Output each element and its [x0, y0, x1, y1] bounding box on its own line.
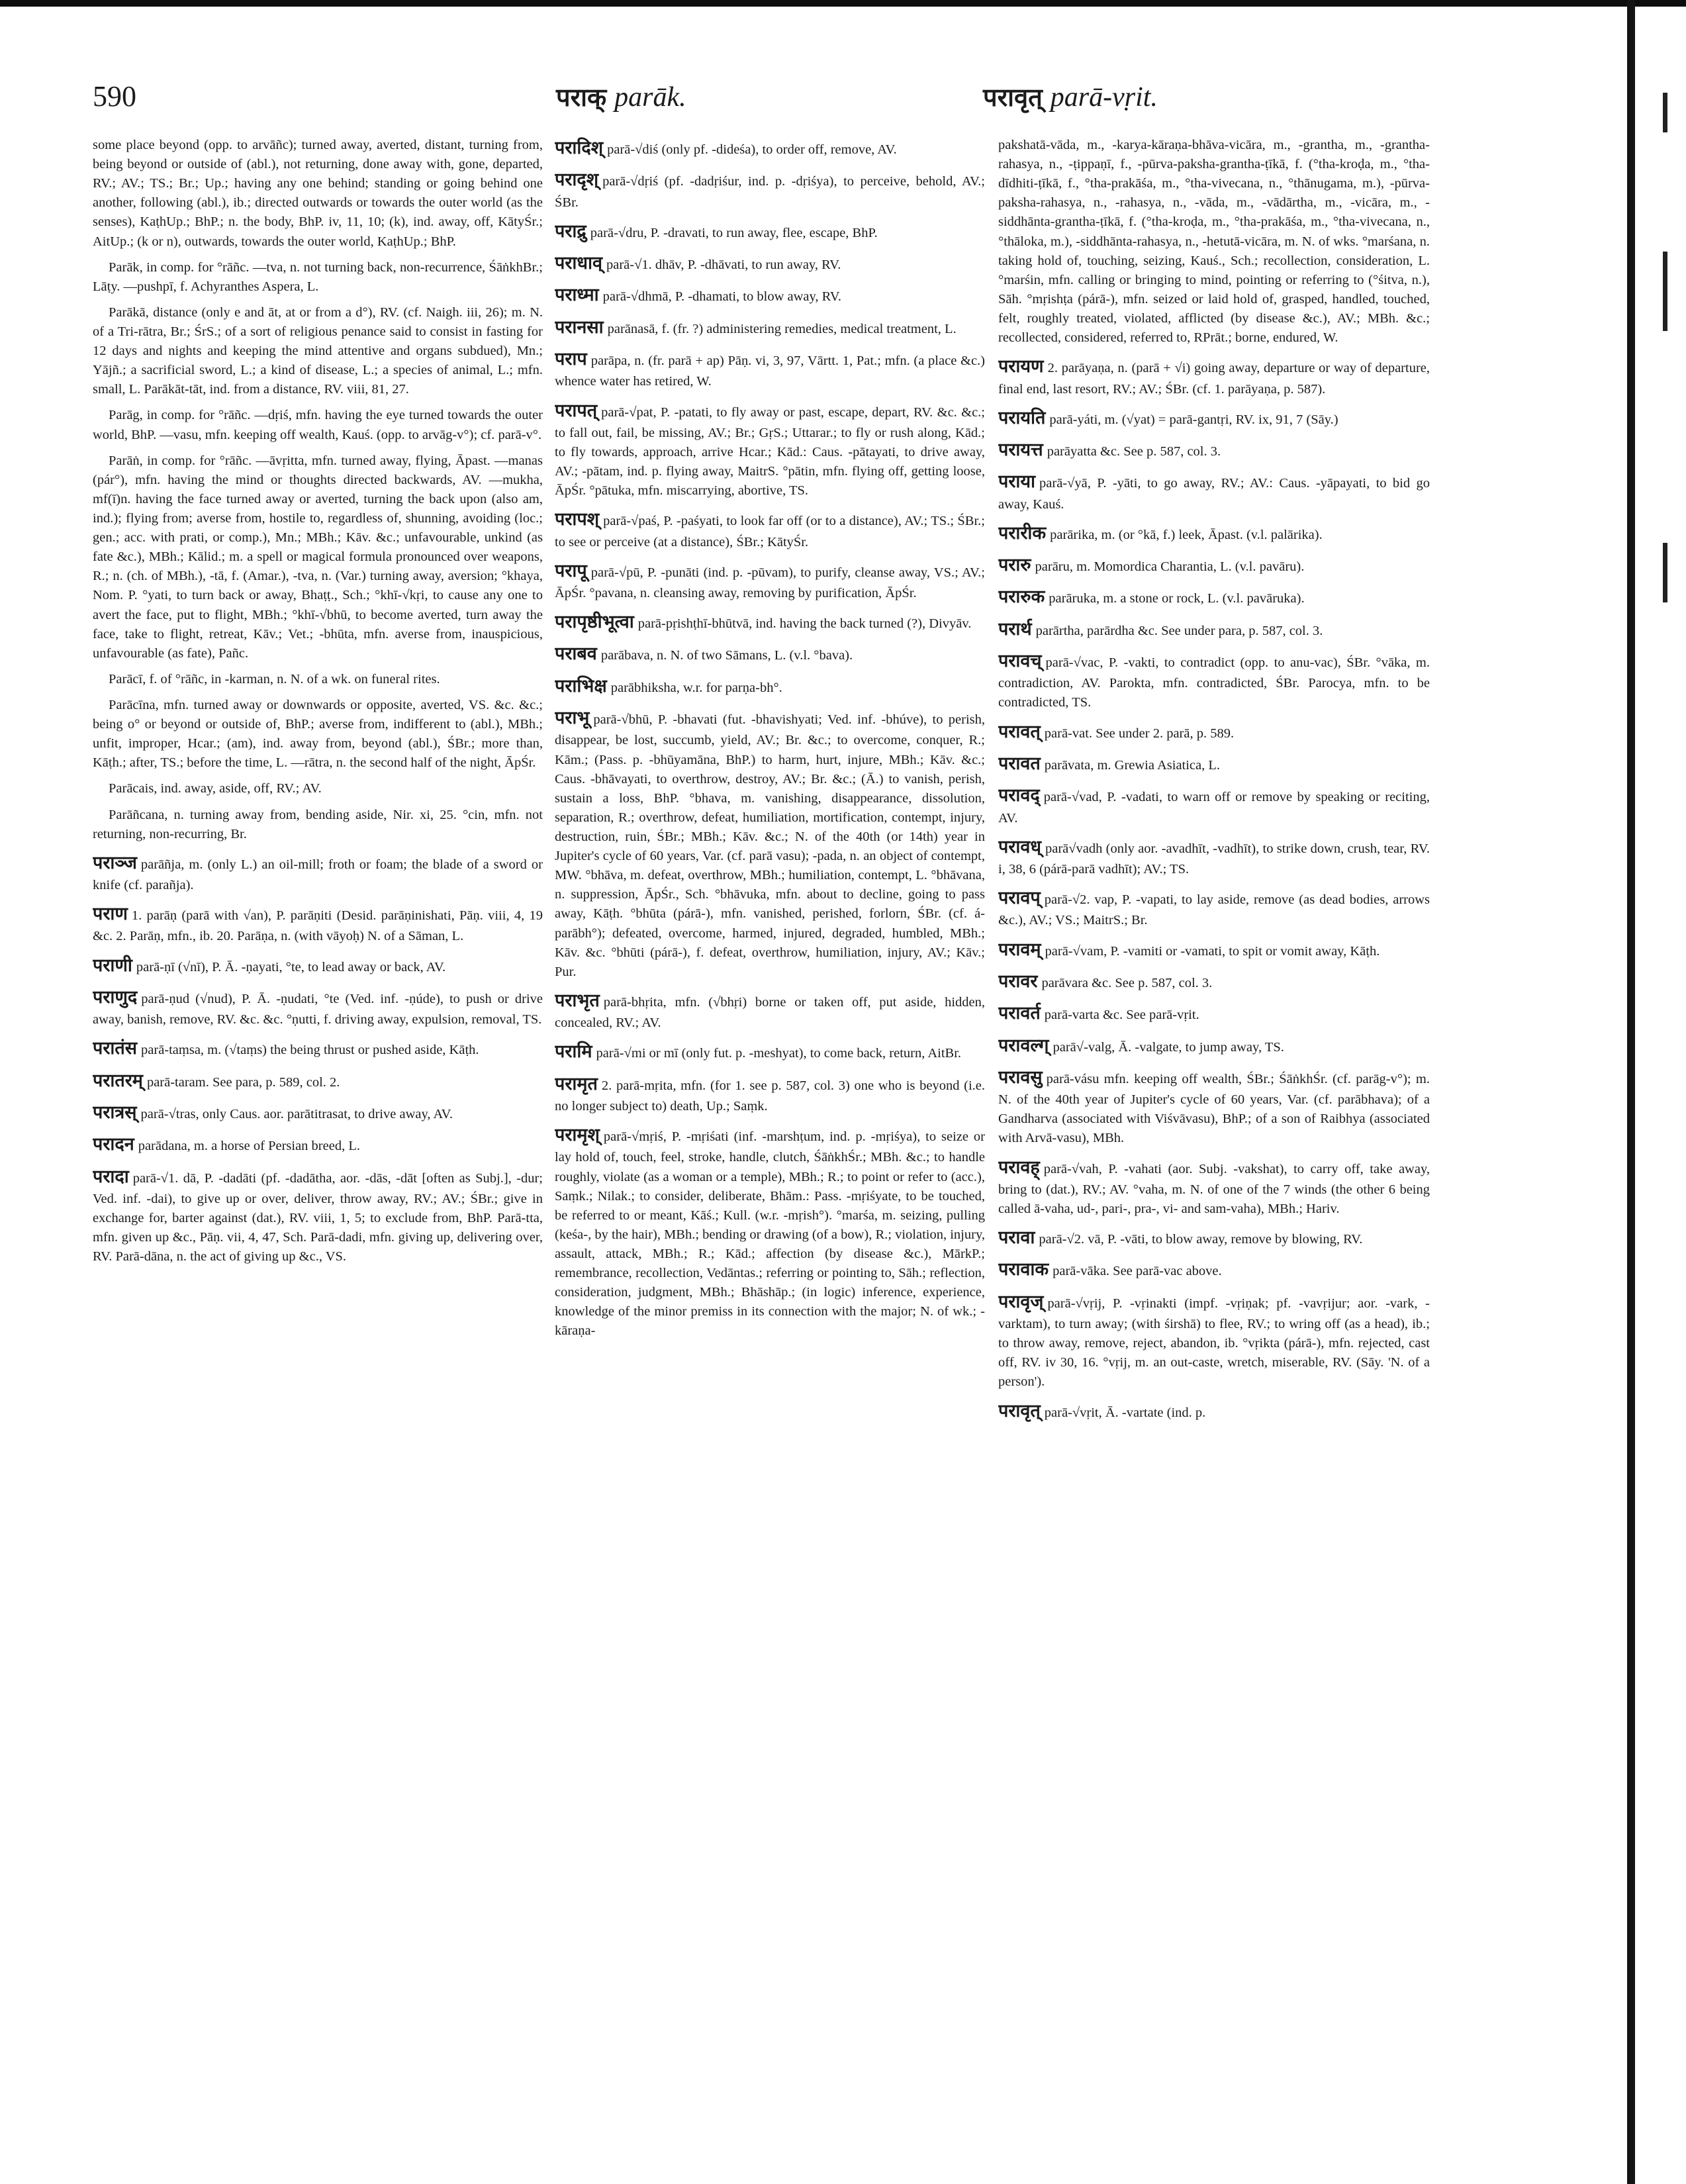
- dictionary-entry: [555, 1039, 985, 1065]
- dictionary-entry: [555, 610, 985, 635]
- dictionary-entry: [998, 553, 1430, 578]
- margin-marks: [1663, 79, 1672, 675]
- entry-text: parā-vat. See under 2. parā, p. 589.: [1044, 726, 1235, 741]
- dictionary-entry: [93, 696, 543, 773]
- entry-headword-devanagari: परामृत: [555, 1073, 598, 1094]
- entry-text: Parākā, distance (only e and āt, at or from a d°), RV. (cf. Naigh. iii, 26); m. N. of a Tri-rātra, Br.; ŚrS.; of a sort of religious penance said to consist in fasting for 12 days and nights and keeping the mind attentive and organs subdued), Mn.; Yājñ.; a sacrificial sword, L.; a kind of disease, L.; a species of animal, L.; mfn. small, L. Parākāt-tāt, ind. from a distance, RV. viii, 81, 27.: [93, 305, 543, 397]
- entry-text: parā-pṛishṭhī-bhūtvā, ind. having the back turned (?), Divyāv.: [637, 616, 972, 632]
- entry-text: parā-√dru, P. -dravati, to run away, flee, escape, BhP.: [590, 225, 878, 240]
- entry-text: Parācī, f. of °rāñc, in -karman, n. N. of a wk. on funeral rites.: [109, 671, 440, 687]
- dictionary-entry: [998, 1065, 1430, 1149]
- dictionary-entry: [998, 521, 1430, 546]
- entry-text: parā-√pū, P. -punāti (ind. p. -pūvam), to purify, cleanse away, VS.; AV.; ĀpŚr. °pavana, n. cleansing away, removing by purification, ĀpŚr.: [555, 565, 985, 601]
- entry-text: parāyatta &c. See p. 587, col. 3.: [1047, 444, 1221, 459]
- entry-headword-devanagari: परारीक: [998, 522, 1047, 544]
- dictionary-entry: [998, 469, 1430, 514]
- entry-text: some place beyond (opp. to arvāñc); turned away, averted, distant, turning from, being beyond or outside of (abl.), not returning, done away with, gone, departed, RV.; AV.; TS.; Br.; Up.; having any one behind; standing or going behind one another, following (abl.), ib.; directed outwards or towards the outer world (as the senses), KaṭhUp.; BhP.; n. the body, BhP. iv, 11, 10; (k), ind. away, off, KātyŚr.; AitUp.; (k or n), outwards, towards the outer world, KaṭhUp.; BhP.: [93, 138, 543, 249]
- dictionary-entry: [998, 886, 1430, 930]
- entry-text: parā-√vah, P. -vahati (aor. Subj. -vakshat), to carry off, take away, bring to (dat.), RV.; AV. °vaha, m. N. of one of the 7 winds (the other 6 being called ā-vaha, ud-, pari-, pra-, vi- and sam-vaha), MBh.; Hariv.: [998, 1161, 1430, 1216]
- dictionary-entry: [93, 303, 543, 400]
- entry-headword-devanagari: परावाक: [998, 1259, 1049, 1280]
- entry-text: parāpa, n. (fr. parā + ap) Pāṇ. vi, 3, 97, Vārtt. 1, Pat.; mfn. (a place &c.) whence water has retired, W.: [555, 354, 985, 389]
- entry-text: parā-ṇī (√nī), P. Ā. -ṇayati, °te, to lead away or back, AV.: [136, 959, 446, 974]
- entry-text: parā-taṃsa, m. (√taṃs) the being thrust or pushed aside, Kāṭh.: [141, 1043, 479, 1058]
- entry-headword-devanagari: परादन: [93, 1134, 134, 1155]
- dictionary-entry: [555, 167, 985, 212]
- entry-headword-devanagari: पराणुद: [93, 986, 138, 1008]
- entry-headword-devanagari: पराबव: [555, 643, 597, 665]
- entry-headword-devanagari: परादिश्: [555, 138, 604, 158]
- entry-headword-devanagari: परादा: [93, 1166, 129, 1187]
- entry-headword-devanagari: परापृष्ठीभूत्वा: [555, 612, 634, 633]
- dictionary-column-2: [555, 136, 985, 2161]
- entry-headword-devanagari: परावल्ग्: [998, 1035, 1049, 1056]
- entry-text: parāñja, m. (only L.) an oil-mill; froth or foam; the blade of a sword or knife (cf. parañja).: [93, 857, 543, 893]
- entry-headword-devanagari: परावच्: [998, 651, 1042, 672]
- dictionary-entry: [998, 136, 1430, 348]
- entry-text: parā-vāka. See parā-vac above.: [1053, 1264, 1222, 1279]
- dictionary-entry: [555, 507, 985, 551]
- dictionary-entry: [555, 641, 985, 667]
- entry-headword-devanagari: परामृश्: [555, 1125, 600, 1146]
- entry-headword-devanagari: परातरम्: [93, 1070, 143, 1091]
- entry-headword-devanagari: परारु: [998, 555, 1031, 576]
- entry-text: 1. parāṇ (parā with √an), P. parāṇiti (Desid. parāṇinishati, Pāṇ. viii, 4, 19 &c. 2. Parāṇ, mfn., ib. 20. Parāṇa, n. (with vāyoḥ) N. of a Sāman, L.: [93, 908, 543, 944]
- dictionary-entry: [998, 835, 1430, 879]
- dictionary-entry: [93, 670, 543, 689]
- entry-headword-devanagari: परारुक: [998, 587, 1045, 608]
- entry-headword-devanagari: पराण: [93, 904, 128, 925]
- dictionary-entry: [93, 451, 543, 663]
- entry-headword-devanagari: परादृश्: [555, 169, 599, 191]
- entry-text: parāruka, m. a stone or rock, L. (v.l. pavāruka).: [1049, 591, 1305, 606]
- entry-headword-devanagari: परापश्: [555, 509, 600, 530]
- entry-text: pakshatā-vāda, m., -karya-kāraṇa-bhāva-vicāra, m., -grantha, m., -grantha-rahasya, n., -ṭippaṇī, f., -pūrva-paksha-grantha-ṭīkā, f. (°tha-kroḍa, m., °tha-dīdhiti-ṭīkā, f., °tha-prakāśa, m., °tha-vivecana, n., °thānugama, m.), -pūrva-paksha-rahasya, n., -rahasya, n., -vāda, m., -vādārtha, m., -vicāra, m., -siddhānta-grantha-ṭīkā, f. (°tha-kroḍa, m., °tha-prakāśa, m., °tha-vivecana, n., °thāloka, m.), -siddhānta-rahasya, n., -hetutā-vicāra, m. N. of wks. °marśana, n. taking hold of, touching, seizing, Kauś., Sch.; recollection, consideration, L. °marśin, mfn. calling or bringing to mind, pointing or referring to (°śitva, n.), Sāh. °mṛishṭa (párā-), mfn. seized or laid hold of, grasped, handled, touched, felt, roughly treated, violated, afflicted (by disease &c.), AV.; MBh. &c.; recollected, considered, referred to, RPrāt.; borne, endured, W.: [998, 138, 1430, 346]
- entry-headword-devanagari: परावसु: [998, 1067, 1043, 1088]
- entry-text: parārtha, parārdha &c. See under para, p. 587, col. 3.: [1035, 623, 1323, 638]
- dictionary-entry: [93, 1100, 543, 1125]
- entry-headword-devanagari: परावद्: [998, 785, 1040, 806]
- dictionary-column-1: [93, 136, 543, 2161]
- dictionary-entry: [555, 988, 985, 1033]
- entry-text: parā-√diś (only pf. -dideśa), to order off, remove, AV.: [607, 142, 897, 157]
- entry-text: parā-√vad, P. -vadati, to warn off or remove by speaking or reciting, AV.: [998, 790, 1430, 826]
- dictionary-entry: [998, 354, 1430, 399]
- dictionary-entry: [93, 1164, 543, 1267]
- header-left-roman: parāk.: [614, 82, 686, 113]
- dictionary-entry: [555, 1072, 985, 1116]
- entry-headword-devanagari: परावर्त: [998, 1003, 1041, 1024]
- entry-text: parā-vásu mfn. keeping off wealth, ŚBr.; ŚāṅkhŚr. (cf. parāg-v°); m. N. of the 40th year of Jupiter's cycle of 60 years, Var. (cf. parābhava); of a Gandharva (associated with Viśvāvasu), BhP.; of a son of Raibhya (associated with Arvā-vasu), MBh.: [998, 1071, 1430, 1146]
- entry-text: parā-√2. vā, P. -vāti, to blow away, remove by blowing, RV.: [1039, 1232, 1363, 1247]
- dictionary-entry: [998, 969, 1430, 994]
- entry-headword-devanagari: परापू: [555, 560, 587, 581]
- dictionary-entry: [998, 438, 1430, 463]
- entry-text: parā-√1. dhāv, P. -dhāvati, to run away, RV.: [606, 258, 841, 273]
- entry-text: parā-√tras, only Caus. aor. parātitrasat, to drive away, AV.: [140, 1107, 453, 1122]
- entry-text: parā-√vac, P. -vakti, to contradict (opp. to anu-vac), ŚBr. °vāka, m. contradiction, AV. Parokta, mfn. contradicted, ŚBr. Parocya, mfn. to be contradicted, TS.: [998, 655, 1430, 710]
- entry-headword-devanagari: परानसा: [555, 316, 604, 338]
- entry-text: Parācīna, mfn. turned away or downwards or opposite, averted, VS. &c. &c.; being o° or beyond or outside of, BhP.; averse from, indifferent to (abl.), MBh.; unfit, improper, Hcar.; (am), ind. away from, beyond (abl.), ŚBr.; more than, Kāṭh.; after, TS.; before the time, L. —rātra, n. the second half of the night, ĀpŚr.: [93, 697, 543, 771]
- entry-headword-devanagari: परावा: [998, 1227, 1035, 1249]
- entry-text: parāvata, m. Grewia Asiatica, L.: [1044, 757, 1221, 773]
- page-number: 590: [93, 80, 136, 113]
- dictionary-entry: [998, 1225, 1430, 1251]
- entry-headword-devanagari: पराभू: [555, 708, 590, 729]
- dictionary-entry: [555, 347, 985, 391]
- entry-text: parā-√vṛij, P. -vṛinakti (impf. -vṛiṇak; pf. -vavṛijur; aor. -vark, -varktam), to turn away; (with śirshā) to flee, RV.; to wring off (as a head), ib.; to throw away, remove, reject, abandon, ib. °vṛikta (párā-), mfn. rejected, cast off, RV. iv 30, 16. °vṛij, m. an out-caste, wretch, miserable, RV. (Sāy. 'N. of a person').: [998, 1296, 1430, 1390]
- dictionary-entry: [998, 751, 1430, 777]
- entry-text: parā-yáti, m. (√yat) = parā-gantṛi, RV. ix, 91, 7 (Sāy.): [1049, 412, 1338, 427]
- entry-headword-devanagari: पराया: [998, 471, 1036, 493]
- dictionary-entry: [93, 779, 543, 798]
- page-header: [93, 79, 1615, 126]
- entry-text: parā-√vam, P. -vamiti or -vamati, to spit or vomit away, Kāṭh.: [1045, 943, 1380, 959]
- dictionary-entry: [93, 136, 543, 252]
- entry-headword-devanagari: परातंस: [93, 1038, 138, 1059]
- dictionary-entry: [555, 706, 985, 982]
- dictionary-entry: [998, 783, 1430, 828]
- dictionary-entry: [93, 1132, 543, 1157]
- dictionary-entry: [998, 1155, 1430, 1219]
- entry-headword-devanagari: पराद्रु: [555, 220, 586, 242]
- entry-headword-devanagari: परावध्: [998, 836, 1041, 857]
- entry-text: parāvara &c. See p. 587, col. 3.: [1041, 975, 1213, 990]
- entry-headword-devanagari: परावप्: [998, 888, 1041, 909]
- entry-text: parā-√yā, P. -yāti, to go away, RV.; AV.: Caus. -yāpayati, to bid go away, Kauś.: [998, 476, 1430, 512]
- entry-headword-devanagari: परायति: [998, 407, 1046, 428]
- entry-text: parābhiksha, w.r. for parṇa-bh°.: [610, 680, 782, 695]
- entry-headword-devanagari: परायण: [998, 356, 1044, 377]
- entry-text: 2. parāyaṇa, n. (parā + √i) going away, departure or way of departure, final end, last resort, RV.; AV.; ŚBr. (cf. 1. parāyaṇa, p. 587).: [998, 361, 1430, 397]
- entry-headword-devanagari: पराणी: [93, 955, 132, 976]
- entry-headword-devanagari: परार्थ: [998, 618, 1032, 640]
- dictionary-entry: [555, 315, 985, 340]
- entry-text: parānasā, f. (fr. ?) administering remedies, medical treatment, L.: [607, 321, 957, 336]
- entry-headword-devanagari: पराध्मा: [555, 285, 599, 306]
- entry-text: parādana, m. a horse of Persian breed, L.: [138, 1139, 360, 1154]
- dictionary-entry: [93, 953, 543, 978]
- entry-text: parā√-valg, Ā. -valgate, to jump away, TS.: [1053, 1039, 1284, 1055]
- dictionary-entry: [93, 985, 543, 1029]
- dictionary-entry: [555, 283, 985, 308]
- header-right-roman: parā-vṛit.: [1050, 82, 1158, 113]
- header-left-headword: [556, 79, 686, 114]
- entry-text: parā-taram. See para, p. 589, col. 2.: [146, 1074, 340, 1090]
- header-right-headword: [983, 79, 1158, 114]
- dictionary-entry: [555, 674, 985, 699]
- dictionary-entry: [998, 1399, 1430, 1424]
- entry-headword-devanagari: परावत्: [998, 721, 1041, 742]
- entry-text: parā-ṇud (√nud), P. Ā. -ṇudati, °te (Ved. inf. -ṇúde), to push or drive away, banish, remove, RV. &c. &c. °ṇutti, f. driving away, expulsion, removal, TS.: [93, 991, 543, 1027]
- entry-headword-devanagari: परामि: [555, 1041, 592, 1063]
- entry-headword-devanagari: परावर: [998, 971, 1038, 992]
- dictionary-entry: [998, 617, 1430, 642]
- dictionary-entry: [555, 251, 985, 276]
- entry-headword-devanagari: परात्रस्: [93, 1102, 137, 1123]
- entry-text: parā-bhṛita, mfn. (√bhṛi) borne or taken off, put aside, hidden, concealed, RV.; AV.: [555, 994, 985, 1031]
- dictionary-entry: [998, 720, 1430, 745]
- dictionary-entry: [998, 1001, 1430, 1026]
- entry-headword-devanagari: पराभिक्ष: [555, 675, 607, 696]
- dictionary-entry: [998, 649, 1430, 713]
- header-right-devanagari: परावृत्: [983, 83, 1043, 112]
- dictionary-entry: [998, 937, 1430, 963]
- entry-headword-devanagari: परापत्: [555, 400, 598, 421]
- entry-text: parā-√bhū, P. -bhavati (fut. -bhavishyati; Ved. inf. -bhúve), to perish, disappear, be lost, succumb, yield, AV.; Br. &c.; to overcome, conquer, R.; Kām.; (Pass. p. -bhūyamāna, BhP.) to harm, hurt, injure, MBh.; Kāv. &c.; Caus. -bhāvayati, to overthrow, destroy, AV.; Br. &c.; (Ā.) to vanish, perish, sustain a loss, BhP. °bhava, m. vanishing, disappearance, dissolution, separation, R.; overthrow, defeat, humiliation, mortification, contempt, injury, destruction, ruin, ŚBr.; MBh.; Kāv. &c.; N. of the 40th (or 14th) year in Jupiter's cycle of 60 years, Var. (cf. parā vasu); -pada, n. an object of contempt, MW. °bhāva, m. defeat, overthrow, MBh.; humiliation, contempt, L. °bhāvana, n. suppression, ĀpŚr., Sch. °bhāvuka, mfn. about to decline, going to pass away, Kāṭh. °bhūta (párā-), mfn. vanished, perished, forlorn, ŚBr. (cf. á-parābh°); defeated, overcome, harmed, injured, degraded, humbled, MBh.; Kāv. &c. °bhūti (párā-), f. defeat, overthrow, humiliation, injury, AV.; Kāv.; Pur.: [555, 712, 985, 979]
- entry-headword-devanagari: परावृज्: [998, 1291, 1044, 1312]
- entry-text: Parāṅ, in comp. for °rāñc. —āvṛitta, mfn. turned away, flying, Āpast. —manas (pár°), mfn. having the mind or thoughts directed backwards, AV. —mukha, mf(ī)n. having the face turned away or averted, turning the back upon (also am, ind.); flying from; averse from, hostile to, regardless of, shunning, avoiding (loc.; gen.; acc. with prati, or comp.), Mn.; MBh.; Kāv. &c.; unfavourable, unkind (as fate &c.), MBh.; Kālid.; m. a spell or magical formula pronounced over weapons, R.; n. (ch. of MBh.), -tā, f. (Amar.), -tva, n. (Var.) turning away, aversion; °khaya, Nom. P. °yati, to turn back or away, Bhaṭṭ., Sch.; °khī-√kṛi, to cause any one to avert the face, put to flight, MBh.; °khī-√bhū, to become averted, turn away the face, take to flight, retreat, Kāv.; Vet.; -bhūta, mfn. averse from, inauspicious, unfavourable (as fate), Pañc.: [93, 453, 543, 661]
- entry-text: parā-√1. dā, P. -dadāti (pf. -dadātha, aor. -dās, -dāt [often as Subj.], -dur; Ved. inf. -dai), to give up or over, deliver, throw away, RV.; AV.; ŚBr.; give in exchange for, barter against (dat.), RV. viii, 1, 5; to exclude from, BhP. Parā-tta, mfn. given up &c., Pāṇ. vii, 4, 47, Sch. Parā-dadi, mfn. giving up, delivering over, RV. Parā-dāna, n. the act of giving up &c., VS.: [93, 1170, 543, 1264]
- dictionary-entry: [998, 1257, 1430, 1282]
- entry-text: parā-√pat, P. -patati, to fly away or past, escape, depart, RV. &c. &c.; to fall out, fail, be missing, AV.; Br.; GṛS.; Uttarar.; to fly or rush along, Kād.; to fly towards, approach, arrive Hcar.; Kād.: Caus. -pātayati, to drive away, AV.; -pātam, ind. p. flying away, MaitrS. °pātin, mfn. flying off, getting loose, ĀpŚr. °pātuka, mfn. miscarrying, abortive, TS.: [555, 404, 985, 499]
- entry-text: parā-varta &c. See parā-vṛit.: [1044, 1008, 1199, 1023]
- entry-text: parābava, n. N. of two Sāmans, L. (v.l. °bava).: [600, 648, 853, 663]
- entry-text: Parācais, ind. away, aside, off, RV.; AV.: [109, 781, 322, 796]
- entry-headword-devanagari: परावह्: [998, 1157, 1040, 1178]
- dictionary-entry: [555, 1123, 985, 1341]
- entry-text: parā-√mṛiś, P. -mṛiśati (inf. -marshṭum, ind. p. -mṛiśya), to seize or lay hold of, touch, feel, stroke, handle, clutch, ŚāṅkhŚr.; MBh. &c.; to handle roughly, violate (as a woman or a temple), MBh.; R.; to point or refer to (acc.), Saṃk.; Nilak.; to consider, deliberate, Bhām.: Pass. -mṛiśyate, to be touched, be referred to or meant, Kāś.; Kull. (w.r. -mṛish°). °marśa, m. seizing, pulling (keśa-, by the hair), MBh.; bending or drawing (of a bow), R.; violation, injury, assault, attack, MBh.; R.; Kād.; affection (by disease &c.), MārkP.; remembrance, recollection, Vedāntas.; referring or pointing to, Sāh.; reflection, consideration, judgment, MBh.; Bhāshāp.; (in logic) inference, experience, knowledge of the minor premiss in its connection with the major; N. of wk.; -kāraṇa-: [555, 1129, 985, 1339]
- entry-text: parā-√2. vap, P. -vapati, to lay aside, remove (as dead bodies, arrows &c.), AV.; VS.; MaitrS.; Br.: [998, 892, 1430, 928]
- dictionary-entry: [555, 559, 985, 603]
- header-left-devanagari: पराक्: [556, 83, 607, 112]
- entry-text: parā-√dhmā, P. -dhamati, to blow away, RV.: [602, 289, 841, 305]
- dictionary-entry: [998, 1033, 1430, 1059]
- entry-text: parā√vadh (only aor. -avadhīt, -vadhīt), to strike down, crush, tear, RV. i, 38, 6 (párā-parā vadhīt); AV.; TS.: [998, 841, 1430, 877]
- dictionary-entry: [93, 806, 543, 844]
- entry-text: Parāñcana, n. turning away from, bending aside, Nir. xi, 25. °cin, mfn. not returning, non-recurring, Br.: [93, 807, 543, 841]
- dictionary-entry: [93, 1068, 543, 1094]
- dictionary-entry: [555, 219, 985, 244]
- entry-headword-devanagari: पराप: [555, 349, 587, 370]
- dictionary-entry: [93, 1036, 543, 1061]
- entry-text: Parāg, in comp. for °rāñc. —dṛiś, mfn. having the eye turned towards the outer world, BhP. —vasu, mfn. keeping off wealth, Kauś. (opp. to arvāg-v°); cf. parā-v°.: [93, 408, 543, 442]
- entry-text: parārika, m. (or °kā, f.) leek, Āpast. (v.l. palārika).: [1050, 527, 1323, 542]
- entry-headword-devanagari: परावृत्: [998, 1400, 1041, 1421]
- entry-headword-devanagari: पराधाव्: [555, 253, 602, 274]
- dictionary-entry: [998, 585, 1430, 610]
- top-border-rule: [0, 0, 1686, 7]
- entry-text: parā-√dṛiś (pf. -dadṛiśur, ind. p. -dṛiśya), to perceive, behold, AV.; ŚBr.: [555, 174, 985, 210]
- entry-headword-devanagari: परावत: [998, 753, 1041, 774]
- entry-text: parā-√vṛit, Ā. -vartate (ind. p.: [1044, 1405, 1206, 1420]
- dictionary-entry: [93, 902, 543, 946]
- dictionary-entry: [93, 851, 543, 895]
- entry-text: 2. parā-mṛita, mfn. (for 1. see p. 587, col. 3) one who is beyond (i.e. no longer subject to) death, Up.; Saṃk.: [555, 1078, 985, 1114]
- right-border-rule: [1627, 0, 1635, 2184]
- entry-text: parāru, m. Momordica Charantia, L. (v.l. pavāru).: [1035, 559, 1305, 575]
- dictionary-entry: [93, 406, 543, 444]
- entry-text: Parāk, in comp. for °rāñc. —tva, n. not turning back, non-recurrence, ŚāṅkhBr.; Lāṭy. —pushpī, f. Achyranthes Aspera, L.: [93, 260, 543, 294]
- dictionary-entry: [93, 258, 543, 297]
- entry-headword-devanagari: परायत्त: [998, 439, 1043, 460]
- dictionary-entry: [555, 136, 985, 161]
- dictionary-entry: [998, 406, 1430, 431]
- entry-text: parā-√paś, P. -paśyati, to look far off (or to a distance), AV.; TS.; ŚBr.; to see or perceive (at a distance), ŚBr.; KātyŚr.: [555, 514, 985, 549]
- entry-headword-devanagari: परावम्: [998, 939, 1041, 960]
- dictionary-entry: [555, 399, 985, 501]
- entry-headword-devanagari: पराञ्ज: [93, 852, 137, 873]
- dictionary-column-3: [998, 136, 1430, 2161]
- dictionary-entry: [998, 1290, 1430, 1392]
- entry-headword-devanagari: पराभृत: [555, 990, 600, 1011]
- entry-text: parā-√mi or mī (only fut. p. -meshyat), to come back, return, AitBr.: [596, 1046, 962, 1061]
